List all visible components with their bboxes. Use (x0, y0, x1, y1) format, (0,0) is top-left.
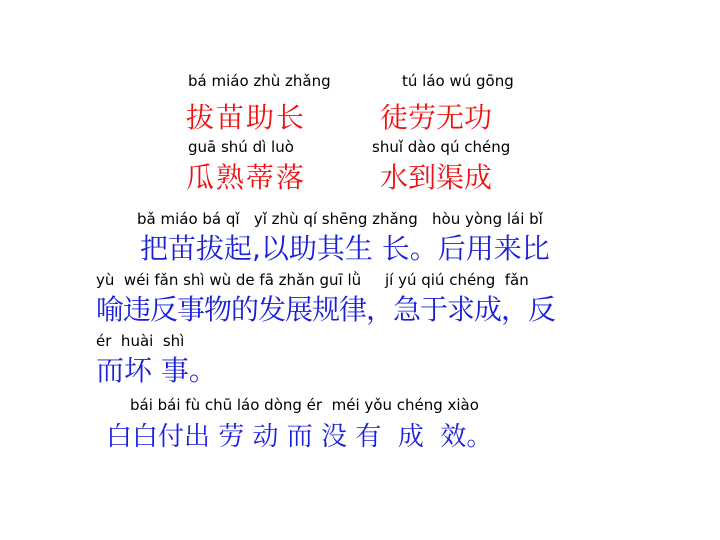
explanation-pinyin-2: yù wéi fǎn shì wù de fā zhǎn guī lǜ jí yú qiú chéng fǎn (96, 271, 529, 289)
explanation-text-4: 白白付出 劳 动 而 没 有 成 效。 (106, 422, 493, 452)
idiom-pinyin-3: guā shú dì luò (188, 138, 294, 156)
idiom-pinyin-4: shuǐ dào qú chéng (372, 138, 511, 156)
explanation-pinyin-1: bǎ miáo bá qǐ yǐ zhù qí shēng zhǎng hòu yòng lái bǐ (137, 210, 543, 228)
idiom-pinyin-1: bá miáo zhù zhǎng (188, 72, 331, 90)
explanation-text-3: 而坏 事。 (96, 354, 217, 387)
explanation-text-1: 把苗拔起,以助其生 长。后用来比 (140, 232, 550, 265)
idiom-text-2: 徒劳无功 (380, 101, 493, 134)
explanation-pinyin-3: ér huài shì (96, 332, 185, 350)
explanation-text-2: 喻违反事物的发展规律，急于求成，反 (96, 293, 556, 326)
explanation-pinyin-4: bái bái fù chū láo dòng ér méi yǒu chéng xiào (130, 396, 479, 414)
idiom-text-3: 瓜熟蒂落 (186, 161, 307, 194)
idiom-pinyin-2: tú láo wú gōng (402, 72, 514, 90)
idiom-text-1: 拔苗助长 (186, 101, 307, 134)
idiom-text-4: 水到渠成 (380, 161, 493, 194)
